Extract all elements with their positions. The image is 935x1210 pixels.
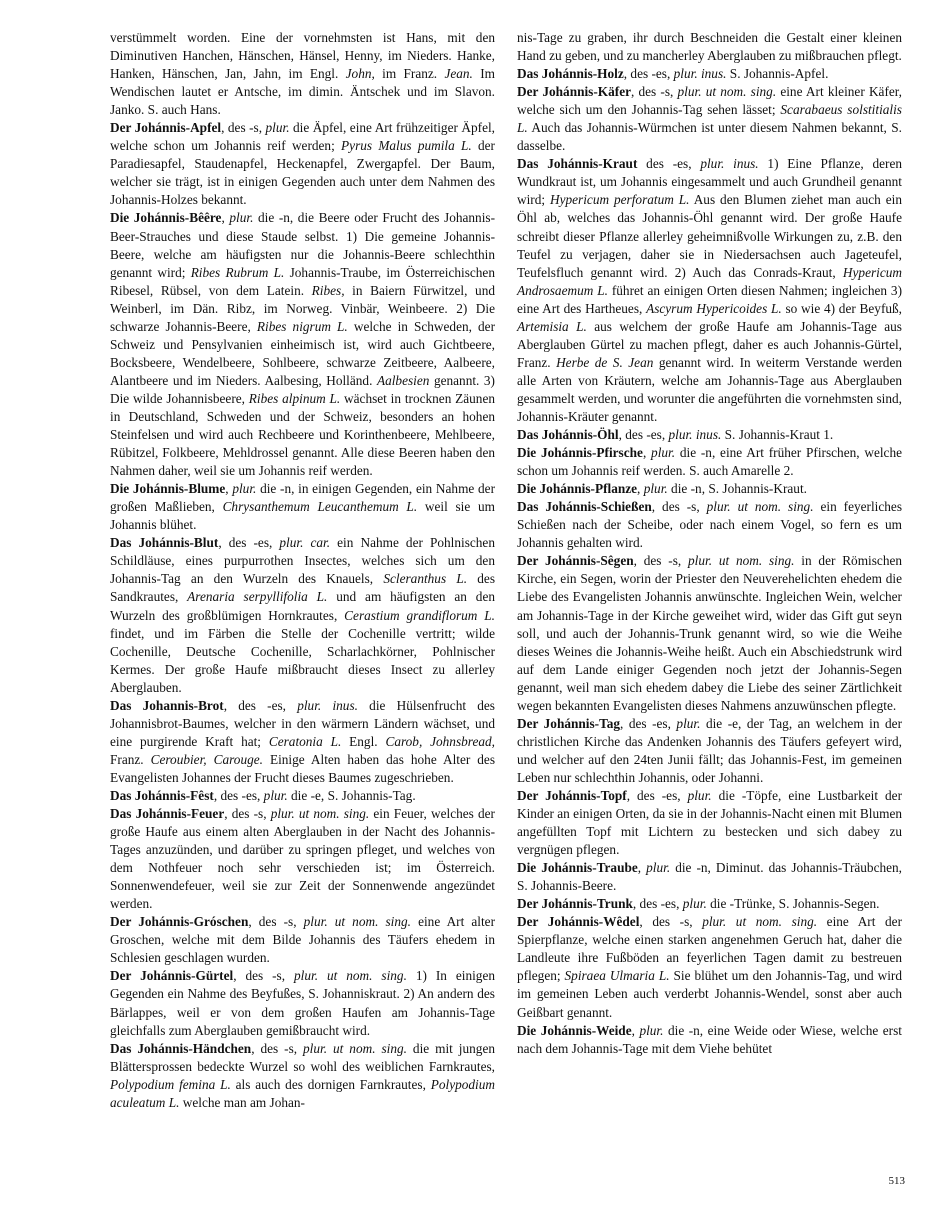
- entry-text: des -es,: [637, 156, 701, 172]
- entry-text: die -Töpfe, eine Lustbarkeit der Kinder an einigen Orten, da sie in der Johannis-Nacht einen mit Blumen angefüllten Topf mit Lichtern zu bestecken und sich dabey zu vergnügen pflegen.: [517, 787, 902, 858]
- entry-headword: Das Johánnis-Fêst: [110, 787, 214, 803]
- entry-text: die -n, S. Johannis-Kraut.: [667, 481, 807, 497]
- dictionary-entry: [110, 534, 495, 696]
- italic-text: Ceroubier, Carouge.: [150, 751, 263, 767]
- dictionary-entry: [517, 83, 902, 155]
- dictionary-entry: [517, 65, 902, 83]
- entry-headword: Der Johánnis-Gróschen: [110, 914, 249, 930]
- continued-text: [110, 29, 495, 119]
- italic-text: Artemisia L.: [517, 318, 587, 334]
- entry-text: ein Nahme der Pohlnischen Schildläuse, eines purpurrothen Insectes, welches sich um den Johannis-Tag an den Wurzeln des Knauels,: [110, 535, 495, 587]
- italic-text: plur.: [646, 860, 671, 876]
- entry-text: , des -es,: [632, 896, 683, 912]
- entry-text: die -n, Diminut. das Johannis-Träubchen, S. Johannis-Beere.: [517, 860, 902, 894]
- italic-text: Hypericum Androsaemum L.: [517, 264, 902, 298]
- entry-text: welche man am Johan-: [179, 1094, 305, 1110]
- italic-text: plur.: [639, 1022, 664, 1038]
- entry-text: weil sie um Johannis blühet.: [110, 499, 495, 533]
- entry-text: , des -s,: [233, 968, 294, 984]
- italic-text: Herbe de S. Jean: [556, 354, 654, 370]
- entry-text: Auch das Johannis-Würmchen ist unter diesem Nahmen bekannt, S. dasselbe.: [517, 120, 902, 154]
- italic-text: Ascyrum Hypericoides L.: [646, 300, 782, 316]
- dictionary-entry: [517, 498, 902, 552]
- entry-text: , des -s,: [631, 84, 678, 100]
- italic-text: plur. ut nom. sing.: [294, 968, 407, 984]
- dictionary-entry: [517, 787, 902, 859]
- entry-text: im Franz.: [374, 66, 445, 82]
- italic-text: plur. ut nom. sing.: [688, 553, 795, 569]
- italic-text: plur. inus.: [668, 427, 722, 443]
- italic-text: Spiraea Ulmaria L.: [564, 968, 670, 984]
- entry-headword: Der Johánnis-Topf: [517, 787, 627, 803]
- entry-headword: Die Johánnis-Bêêre: [110, 210, 222, 226]
- entry-text: , des -s,: [251, 1040, 304, 1056]
- italic-text: plur. ut nom. sing.: [702, 914, 818, 930]
- entry-text: eine Art kleiner Käfer, welche sich um den Johannis-Tag sehen lässet;: [517, 84, 902, 118]
- entry-text: genannt. 3) Die wilde Johannisbeere,: [110, 372, 495, 406]
- italic-text: plur.: [682, 896, 707, 912]
- dictionary-entry: [517, 913, 902, 1021]
- entry-text: , des -es,: [213, 787, 264, 803]
- entry-headword: Das Johánnis-Blut: [110, 535, 219, 551]
- italic-text: Polypodium aculeatum L.: [110, 1076, 495, 1110]
- italic-text: Chrysanthemum Leucanthemum L.: [222, 499, 418, 515]
- entry-text: , des -es,: [218, 535, 280, 551]
- entry-text: des Sandkrautes,: [110, 571, 495, 605]
- italic-text: plur. ut nom. sing.: [303, 1040, 407, 1056]
- dictionary-entry: [517, 715, 902, 787]
- entry-headword: Der Johánnis-Käfer: [517, 84, 631, 100]
- entry-text: wächset in trocknen Zäunen in Deutschland, Schweden und der Schweiz, besonders an hohen Steinfelsen und wird auch Rechbeere und Korinthenbeere, Mehlbeere, Rübitzel, Folkbeere, Mehldrossel genannt. Alle diese Beeren haben den Nahmen daher, weil sie um Johannis reif werden.: [110, 390, 496, 479]
- italic-text: plur. ut nom. sing.: [303, 914, 411, 930]
- entry-text: S. Johannis-Kraut 1.: [721, 427, 834, 443]
- dictionary-entry: [110, 805, 495, 913]
- entry-text: in Baiern Fürwitzel, und Weinberl, im Dän. Ribz, im Norweg. Vinbär, Weinbeere. 2) Die schwarze Johannis-Beere,: [110, 282, 495, 334]
- entry-headword: Der Johánnis-Wêdel: [517, 914, 640, 930]
- entry-text: Sie blühet um den Johannis-Tag, und wird im gemeinen Leben auch verderbt Johannis-Wendel, sonst aber auch Geißbart genannt.: [517, 968, 902, 1020]
- italic-text: Cerastium grandiflorum L.: [344, 607, 495, 623]
- italic-text: Ribes Rubrum L.: [190, 264, 285, 280]
- italic-text: plur.: [643, 481, 668, 497]
- italic-text: Ceratonia L.: [268, 733, 342, 749]
- italic-text: plur.: [229, 210, 254, 226]
- dictionary-entry: [517, 444, 902, 480]
- entry-text: 1) In einigen Gegenden ein Nahme des Beyfußes, S. Johanniskraut. 2) An andern des Bärlappes, weil er von dem großen Haufen am Johannis-Tage gleichfalls zum Aberglauben gemißbraucht wird.: [110, 968, 495, 1038]
- italic-text: plur. inus.: [700, 156, 759, 172]
- dictionary-entry: [517, 859, 902, 895]
- italic-text: plur. ut nom. sing.: [677, 84, 777, 100]
- entry-headword: Der Johánnis-Apfel: [110, 120, 222, 136]
- entry-text: ,: [225, 481, 233, 497]
- entry-headword: Die Johánnis-Pflanze: [517, 481, 638, 497]
- entry-text: als auch des dornigen Farnkrautes,: [230, 1076, 431, 1092]
- entry-text: die Äpfel, eine Art frühzeitiger Äpfel, welche schon um Johannis reif werden;: [110, 120, 495, 154]
- entry-text: S. Johannis-Apfel.: [726, 66, 829, 82]
- italic-text: plur.: [263, 787, 288, 803]
- italic-text: plur. ut nom. sing.: [706, 499, 814, 515]
- entry-text: , des -es,: [223, 697, 298, 713]
- dictionary-entry: [517, 155, 902, 426]
- italic-text: Carob, Johnsbread,: [385, 733, 495, 749]
- italic-text: Scleranthus L.: [383, 571, 468, 587]
- entry-text: , des -es,: [618, 427, 669, 443]
- entry-text: Im Wendischen lautet er Antsche, im dimin. Äntschek und im Slavon. Janko. S. auch Hans.: [110, 66, 495, 118]
- entry-headword: Das Johánnis-Händchen: [110, 1040, 252, 1056]
- entry-text: , des -es,: [623, 66, 674, 82]
- italic-text: Pyrus Malus pumila L.: [341, 138, 472, 154]
- continued-text: [517, 29, 902, 65]
- entry-headword: Die Johánnis-Weide: [517, 1022, 632, 1038]
- italic-text: Polypodium femina L.: [110, 1076, 231, 1092]
- entry-text: die mit jungen Blättersprossen bedeckte Wurzel so wohl des weiblichen Farnkrautes,: [110, 1040, 495, 1074]
- entry-text: die -n, eine Art früher Pfirschen, welche schon um Johannis reif werden. S. auch Amarelle 2.: [517, 445, 902, 479]
- entry-text: die -n, in einigen Gegenden, ein Nahme der großen Maßlieben,: [110, 481, 495, 515]
- entry-text: findet, und im Färben die Stelle der Cochenille vertritt; wilde Cochenille, Deutsche Cochenille, Scharlachkörner, Pohlnischer Kermes. Der große Haufe mißbraucht dieses Insect zu allerley Aberglauben.: [110, 625, 495, 695]
- entry-text: ein Feuer, welches der große Haufe aus einem alten Aberglauben in der Nacht des Johannis-Tages anzuzünden, und darüber zu springen pfleget, und welches von dem Nothfeuer noch sehr verschieden ist; im Österreich. Sonnenwendefeuer, weil sie zur Zeit der Sonnenwende angezündet werden.: [110, 806, 495, 912]
- dictionary-entry: [110, 697, 495, 787]
- entry-text: Engl.: [341, 733, 386, 749]
- italic-text: plur.: [265, 120, 290, 136]
- entry-text: Einige Alten haben das hohe Alter des Evangelisten Johannes der Frucht dieses Baumes zugeschrieben.: [110, 751, 495, 785]
- entry-text: die -n, eine Weide oder Wiese, welche erst nach dem Johannis-Tage mit dem Viehe behütet: [517, 1022, 902, 1056]
- entry-headword: Der Johánnis-Sêgen: [517, 553, 634, 569]
- entry-text: Johannis-Traube, im Österreichischen Ribesel, Rübsel, von dem Latein.: [110, 264, 495, 298]
- entry-text: ,: [637, 860, 647, 876]
- dictionary-entry: [110, 913, 495, 967]
- entry-text: so wie 4) der Beyfuß,: [781, 300, 902, 316]
- dictionary-entry: [517, 480, 902, 498]
- entry-headword: Die Johánnis-Traube: [517, 860, 638, 876]
- entry-text: ,: [221, 210, 230, 226]
- italic-text: Aalbesien: [376, 372, 430, 388]
- italic-text: plur.: [676, 715, 701, 731]
- right-column: [517, 29, 902, 1058]
- entry-headword: Der Johánnis-Trunk: [517, 896, 633, 912]
- entry-text: , des -s,: [639, 914, 703, 930]
- dictionary-entry: [110, 119, 495, 209]
- italic-text: Ribes,: [311, 282, 345, 298]
- entry-headword: Die Johánnis-Pfirsche: [517, 445, 643, 461]
- dictionary-entry: [110, 967, 495, 1039]
- left-column: [110, 29, 495, 1112]
- entry-text: die Hülsenfrucht des Johannisbrot-Baumes, welcher in den wärmern Ländern wächset, und eine purgirende Kraft hat;: [110, 697, 495, 749]
- entry-headword: Das Johánnis-Schießen: [517, 499, 652, 515]
- entry-headword: Der Johánnis-Tag: [517, 715, 621, 731]
- italic-text: plur.: [651, 445, 676, 461]
- italic-text: Ribes nigrum L.: [256, 318, 348, 334]
- dictionary-entry: [110, 209, 495, 480]
- entry-text: aus welchem der große Haufe am Johannis-Tage aus Aberglauben Gürtel zu machen pflegt, daher es auch Johannis-Gürtel, Franz.: [517, 318, 902, 370]
- dictionary-entry: [517, 552, 902, 714]
- italic-text: Arenaria serpyllifolia L.: [187, 589, 328, 605]
- entry-text: verstümmelt worden. Eine der vornehmsten ist Hans, mit den Diminutiven Hanchen, Hänschen, Hänsel, Henny, im Nieders. Hanke, Hanken, Hänschen, Jan, Jahn, im Engl.: [110, 30, 495, 82]
- entry-text: ,: [637, 481, 644, 497]
- entry-headword: Die Johánnis-Blume: [110, 481, 226, 497]
- entry-text: die -n, die Beere oder Frucht des Johannis-Beer-Strauches und diese Staude selbst. 1) Die gemeine Johannis-Beere, welche am häufigsten nur die Johannis-Beere schlechthin genannt wird;: [110, 210, 496, 280]
- entry-text: , des -s,: [224, 806, 271, 822]
- entry-text: , des -s,: [221, 120, 266, 136]
- dictionary-entry: [517, 895, 902, 913]
- italic-text: plur. ut nom. sing.: [270, 806, 370, 822]
- entry-headword: Das Johánnis-Öhl: [517, 427, 619, 443]
- entry-headword: Das Johánnis-Feuer: [110, 806, 225, 822]
- entry-headword: Das Johánnis-Holz: [517, 66, 624, 82]
- dictionary-entry: [110, 480, 495, 534]
- entry-text: eine Art alter Groschen, welche mit dem Bilde Johannis des Täufers ehedem in Schlesien geschlagen wurden.: [110, 914, 496, 966]
- italic-text: plur. inus.: [673, 66, 727, 82]
- italic-text: plur. inus.: [297, 697, 358, 713]
- dictionary-entry: [517, 426, 902, 444]
- dictionary-entry: [110, 1040, 495, 1112]
- italic-text: plur.: [687, 787, 712, 803]
- entry-text: ,: [642, 445, 652, 461]
- entry-text: nis-Tage zu graben, ihr durch Beschneiden die Gestalt einer kleinen Hand zu geben, und zu mancherley Aberglauben zu mißbrauchen pflegt.: [517, 30, 902, 64]
- entry-text: Aus den Blumen ziehet man auch ein Öhl ab, welches das Johannis-Öhl genannt wird. Der große Haufe schreibt dieser Pflanze allerley geheimnißvolle Wirkungen zu, z.B. den Teufel zu verjagen, daher sie in Niedersachsen auch Jageteufel, Teufelsfluch genannt wird. 2) Auch das Conrads-Kraut,: [517, 192, 902, 280]
- entry-text: , des -s,: [651, 499, 707, 515]
- entry-text: 1) Eine Pflanze, deren Wundkraut ist, um Johannis eingesammelt und auch Grundheil genannt wird;: [517, 156, 902, 208]
- entry-text: ein feyerliches Schießen nach der Scheibe, oder nach einem Vogel, so fern es um Johannis gehalten wird.: [517, 499, 902, 551]
- entry-text: die -Trünke, S. Johannis-Segen.: [706, 896, 880, 912]
- italic-text: Ribes alpinum L.: [248, 390, 341, 406]
- dictionary-entry: [517, 1022, 902, 1058]
- italic-text: Hypericum perforatum L.: [550, 192, 690, 208]
- entry-text: ,: [631, 1022, 640, 1038]
- entry-text: welche in Schweden, der Schweiz und Pensylvanien einheimisch ist, wird auch Gichtbeere, Bocksbeere, Wendelbeere, Sohlbeere, schwarze Zeitbeere, Aalbeere, Alantbeere und im Nieders. Aalbesing, Holländ.: [110, 318, 496, 388]
- entry-text: führet an einigen Orten diesen Nahmen; ingleichen 3) eine Art des Hartheues,: [517, 282, 902, 316]
- entry-headword: Das Johannis-Brot: [110, 697, 224, 713]
- entry-text: in der Römischen Kirche, ein Segen, worin der Priester den Neuverehelichten ehedem die Liebe des Evangelisten Johannis anwünschte. Ingleichen Wein, welcher am Johannis-Tage in der Kirche geweihet wird, wider das Gift gut seyn soll, und auch der Johannis-Trunk genannt wird, so wie die Weihe dieses Weines die Johannis-Weihe heißt. Auch ein Abschiedstrunk wird auf dem Lande einiger Gegenden noch jetzt der Johannis-Segen genannt, weil man sich ehedem dabey die Liebe des seiner Zärtlichkeit wegen bekannten Evangelisten dieses Nahmens anzuwünschen pflegte.: [517, 553, 903, 713]
- italic-text: plur.: [232, 481, 257, 497]
- page-number: 513: [888, 1175, 905, 1187]
- italic-text: Scarabaeus solstitialis L.: [517, 102, 902, 136]
- entry-text: die -e, S. Johannis-Tag.: [287, 787, 416, 803]
- entry-text: die -e, der Tag, an welchem in der christlichen Kirche das Andenken Johannis des Täufers gefeyert wird, und welcher auf den 24ten Junii fällt; das Johannis-Fest, im gemeinen Leben nur schlechthin Johannis, oder Johanni.: [517, 715, 902, 785]
- entry-text: , des -s,: [633, 553, 689, 569]
- dictionary-entry: [110, 787, 495, 805]
- entry-text: eine Art der Spierpflanze, welche einen starken angenehmen Geruch hat, daher die Landleute ihre Fußböden an feyerlichen Tagen damit zu bestreuen pflegen;: [517, 914, 903, 984]
- entry-text: genannt wird. In weiterm Verstande werden alle Arten von Kräutern, welche am Johannis-Tage aus Aberglauben gesammelt werden, und worunter die angeführten die vornehmsten sind, Johannis-Kräuter genannt.: [517, 354, 902, 424]
- entry-headword: Der Johánnis-Gürtel: [110, 968, 234, 984]
- italic-text: Jean.: [444, 66, 473, 82]
- italic-text: plur. car.: [279, 535, 331, 551]
- entry-text: der Paradiesapfel, Staudenapfel, Heckenapfel, Zwergapfel. Der Baum, welcher sie trägt, ist in einigen Gegenden auch unter dem Nahmen des Johannis-Holzes bekannt.: [110, 138, 495, 208]
- entry-text: , des -es,: [626, 787, 688, 803]
- entry-text: und am häufigsten an den Wurzeln des großblümigen Hornkrautes,: [110, 589, 495, 623]
- entry-text: Franz.: [110, 751, 151, 767]
- entry-headword: Das Johánnis-Kraut: [517, 156, 638, 172]
- italic-text: John,: [345, 66, 375, 82]
- entry-text: , des -es,: [620, 715, 677, 731]
- entry-text: , des -s,: [248, 914, 304, 930]
